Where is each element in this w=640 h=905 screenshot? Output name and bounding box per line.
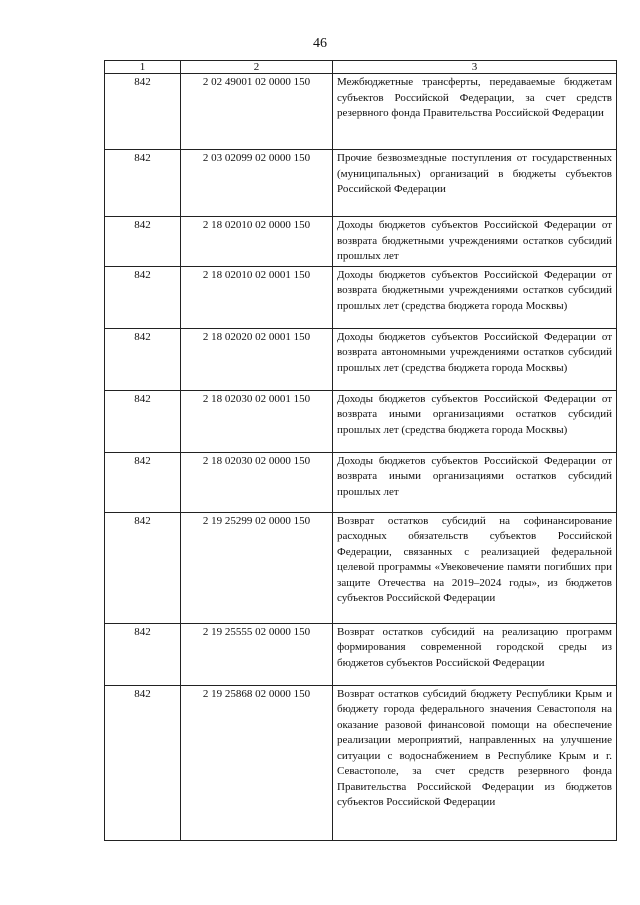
admin-code-cell: 842 xyxy=(105,452,181,512)
description-cell: Возврат остатков субсидий на софинансирование расходных обязательств субъектов Российской Федерации, связанных с реализацией федеральной целевой программы «Увековечение памяти погибших при защите Отечества на 2019–2024 годы», из бюджетов субъектов Российской Федерации xyxy=(333,512,617,623)
table-row xyxy=(105,328,617,390)
table-row xyxy=(105,390,617,452)
admin-code-cell: 842 xyxy=(105,266,181,328)
description-cell: Возврат остатков субсидий бюджету Республики Крым и бюджету города федерального значения Севастополя на оказание разовой финансовой помощи на обеспечение реализации мероприятий, направленных на улучшение ситуации с водоснабжением в Республике Крым и г. Севастополе, за счет средств резервного фонда Правительства Российской Федерации из бюджетов субъектов Российской Федерации xyxy=(333,685,617,840)
admin-code-cell: 842 xyxy=(105,328,181,390)
table-row xyxy=(105,623,617,685)
column-header-3: 3 xyxy=(333,61,617,74)
table-row xyxy=(105,266,617,328)
budget-code-cell: 2 19 25868 02 0000 150 xyxy=(181,685,333,840)
budget-code-cell: 2 02 49001 02 0000 150 xyxy=(181,74,333,150)
admin-code-cell: 842 xyxy=(105,685,181,840)
page-number: 46 xyxy=(313,36,327,51)
budget-code-cell: 2 19 25299 02 0000 150 xyxy=(181,512,333,623)
column-header-2: 2 xyxy=(181,61,333,74)
description-cell: Доходы бюджетов субъектов Российской Федерации от возврата иными организациями остатков субсидий прошлых лет xyxy=(333,452,617,512)
budget-code-cell: 2 03 02099 02 0000 150 xyxy=(181,150,333,217)
description-cell: Доходы бюджетов субъектов Российской Федерации от возврата бюджетными учреждениями остатков субсидий прошлых лет (средства бюджета города Москвы) xyxy=(333,266,617,328)
admin-code-cell: 842 xyxy=(105,74,181,150)
description-cell: Межбюджетные трансферты, передаваемые бюджетам субъектов Российской Федерации, за счет средств резервного фонда Правительства Российской Федерации xyxy=(333,74,617,150)
budget-code-cell: 2 18 02010 02 0000 150 xyxy=(181,217,333,267)
description-cell: Доходы бюджетов субъектов Российской Федерации от возврата автономными учреждениями остатков субсидий прошлых лет (средства бюджета города Москвы) xyxy=(333,328,617,390)
admin-code-cell: 842 xyxy=(105,512,181,623)
description-cell: Доходы бюджетов субъектов Российской Федерации от возврата иными организациями остатков субсидий прошлых лет (средства бюджета города Москвы) xyxy=(333,390,617,452)
admin-code-cell: 842 xyxy=(105,623,181,685)
budget-code-cell: 2 18 02030 02 0000 150 xyxy=(181,452,333,512)
budget-code-cell: 2 18 02020 02 0001 150 xyxy=(181,328,333,390)
budget-code-cell: 2 18 02010 02 0001 150 xyxy=(181,266,333,328)
table-row xyxy=(105,217,617,267)
description-cell: Доходы бюджетов субъектов Российской Федерации от возврата бюджетными учреждениями остатков субсидий прошлых лет xyxy=(333,217,617,267)
table-row xyxy=(105,150,617,217)
admin-code-cell: 842 xyxy=(105,217,181,267)
description-cell: Возврат остатков субсидий на реализацию программ формирования современной городской среды из бюджетов субъектов Российской Федерации xyxy=(333,623,617,685)
budget-code-cell: 2 18 02030 02 0001 150 xyxy=(181,390,333,452)
table-row xyxy=(105,685,617,840)
table-header-row xyxy=(105,61,617,74)
table-row xyxy=(105,452,617,512)
admin-code-cell: 842 xyxy=(105,390,181,452)
column-header-1: 1 xyxy=(105,61,181,74)
admin-code-cell: 842 xyxy=(105,150,181,217)
budget-code-cell: 2 19 25555 02 0000 150 xyxy=(181,623,333,685)
description-cell: Прочие безвозмездные поступления от государственных (муниципальных) организаций в бюджеты субъектов Российской Федерации xyxy=(333,150,617,217)
table-row xyxy=(105,74,617,150)
budget-codes-table xyxy=(104,60,617,841)
table-row xyxy=(105,512,617,623)
